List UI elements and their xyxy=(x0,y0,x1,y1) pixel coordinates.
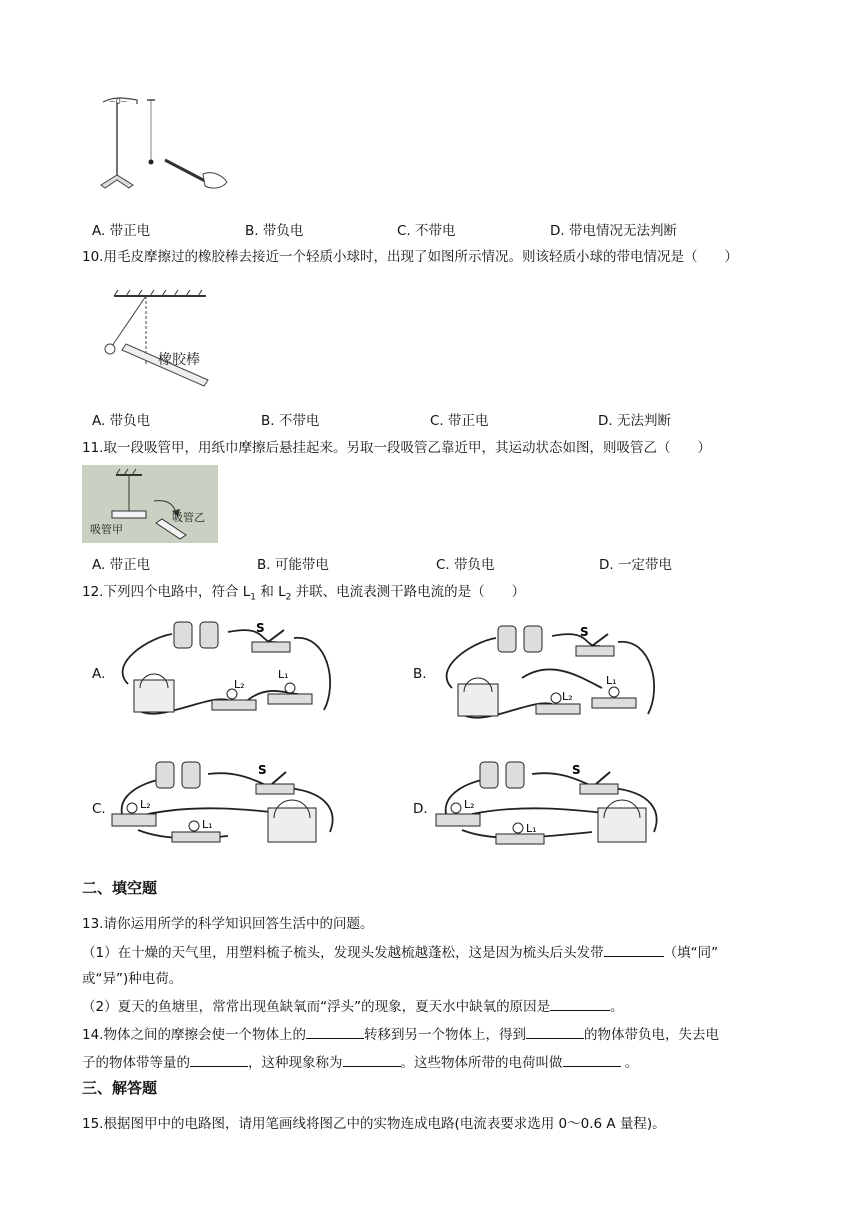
section-title-answer: 三、解答题 xyxy=(82,1079,158,1097)
l2-label: L₂ xyxy=(140,798,151,811)
q11-option-c[interactable]: C. 带负电 xyxy=(436,557,495,573)
q13-blank-1[interactable] xyxy=(604,942,664,957)
q15-stem: 15.根据图甲中的电路图，请用笔画线将图乙中的实物连成电路(电流表要求选用 0～0.6 A 量程)。 xyxy=(82,1116,666,1132)
q11-stem: 11.取一段吸管甲，用纸巾摩擦后悬挂起来。另取一段吸管乙靠近甲，其运动状态如图，则吸管乙（ ） xyxy=(82,440,711,456)
q11-label-a: 吸管甲 xyxy=(90,523,123,536)
q13-stem: 13.请你运用所学的科学知识回答生活中的问题。 xyxy=(82,916,374,932)
switch-label: S xyxy=(580,625,589,639)
q13-blank-2[interactable] xyxy=(550,996,610,1011)
q14-blank-4[interactable] xyxy=(343,1052,401,1067)
q12-circuit-b xyxy=(432,618,662,728)
q10-option-c[interactable]: C. 带正电 xyxy=(430,413,489,429)
q9-figure xyxy=(95,90,235,200)
q12-option-c[interactable]: C. xyxy=(92,801,106,817)
l1-label: L₁ xyxy=(606,674,617,687)
q10-option-d[interactable]: D. 无法判断 xyxy=(598,413,671,429)
q12-option-b[interactable]: B. xyxy=(413,666,427,682)
q9-option-d[interactable]: D. 带电情况无法判断 xyxy=(550,223,677,239)
svg-text:~0~: ~0~ xyxy=(109,97,128,106)
q11-option-d[interactable]: D. 一定带电 xyxy=(599,557,672,573)
l2-label: L₂ xyxy=(562,690,573,703)
q12-circuit-c xyxy=(108,752,343,862)
l2-label: L₂ xyxy=(234,678,245,691)
q9-option-c[interactable]: C. 不带电 xyxy=(397,223,456,239)
q11-option-b[interactable]: B. 可能带电 xyxy=(257,557,329,573)
q10-figure xyxy=(100,288,230,393)
l1-label: L₁ xyxy=(202,818,213,831)
q10-stem: 10.用毛皮摩擦过的橡胶棒去接近一个轻质小球时，出现了如图所示情况。则该轻质小球的带电情况是（ ） xyxy=(82,249,738,265)
q10-option-b[interactable]: B. 不带电 xyxy=(261,413,320,429)
l2-label: L₂ xyxy=(464,798,475,811)
q11-option-a[interactable]: A. 带正电 xyxy=(92,557,151,573)
q14-blank-2[interactable] xyxy=(526,1024,584,1039)
section-title-fill-in: 二、填空题 xyxy=(82,879,158,897)
q9-option-b[interactable]: B. 带负电 xyxy=(245,223,304,239)
q14-blank-5[interactable] xyxy=(563,1052,621,1067)
q11-figure xyxy=(82,465,222,545)
q12-circuit-d xyxy=(432,752,667,862)
q12-option-a[interactable]: A. xyxy=(92,666,106,682)
q14-line1: 14.物体之间的摩擦会使一个物体上的 转移到另一个物体上，得到 的物体带负电，失去电 xyxy=(82,1024,719,1045)
q12-circuit-a xyxy=(108,614,338,729)
q13-part1: （1）在十燥的天气里，用塑料梳子梳头，发现头发越梳越蓬松，这是因为梳头后头发带 （填“同” xyxy=(82,942,718,963)
q10-option-a[interactable]: A. 带负电 xyxy=(92,413,151,429)
l1-label: L₁ xyxy=(526,822,537,835)
l1-label: L₁ xyxy=(278,668,289,681)
q11-label-b: 吸管乙 xyxy=(172,511,205,524)
switch-label: S xyxy=(256,621,265,635)
q13-part1-cont: 或“异”)种电荷。 xyxy=(82,971,183,987)
q9-option-a[interactable]: A. 带正电 xyxy=(92,223,151,239)
switch-label: S xyxy=(572,763,581,777)
switch-label: S xyxy=(258,763,267,777)
q12-option-d[interactable]: D. xyxy=(413,801,428,817)
q10-figure-label: 橡胶棒 xyxy=(158,352,200,368)
q14-line2: 子的物体带等量的 ，这种现象称为 。这些物体所带的电荷叫做 。 xyxy=(82,1052,638,1073)
q14-blank-1[interactable] xyxy=(306,1024,364,1039)
q14-blank-3[interactable] xyxy=(190,1052,248,1067)
q13-part2: （2）夏天的鱼塘里，常常出现鱼缺氧而“浮头”的现象，夏天水中缺氧的原因是 。 xyxy=(82,996,624,1017)
q12-stem: 12.下列四个电路中，符合 $L_1$ 和 $L_2$ 并联、电流表测干路电流的是（ ） xyxy=(82,584,526,603)
